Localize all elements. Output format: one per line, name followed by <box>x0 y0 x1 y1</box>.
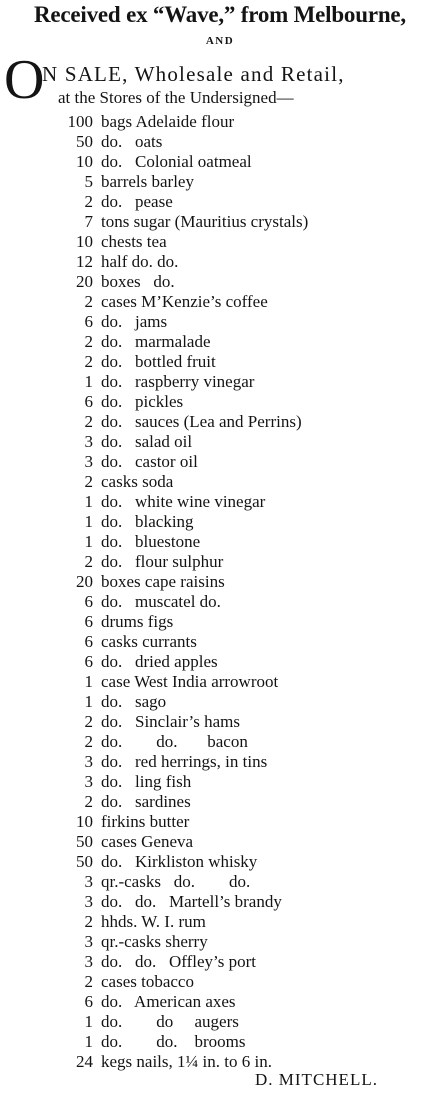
item-description: do. pickles <box>101 392 184 411</box>
item-quantity: 50 <box>76 832 93 851</box>
item-quantity: 2 <box>84 732 93 751</box>
item-description: do. sauces (Lea and Perrins) <box>101 412 302 431</box>
item-description: do. raspberry vinegar <box>101 372 255 391</box>
item-description: casks currants <box>101 632 197 651</box>
item-quantity: 24 <box>76 1052 93 1071</box>
item-description: do. do augers <box>101 1012 239 1031</box>
item-quantity: 1 <box>84 372 93 391</box>
item-description: do. jams <box>101 312 168 331</box>
item-description: bags Adelaide flour <box>101 112 235 131</box>
item-quantity: 6 <box>84 312 93 331</box>
item-quantity: 2 <box>84 352 93 371</box>
item-quantity: 2 <box>84 472 93 491</box>
item-quantity: 1 <box>84 492 93 511</box>
item-description: cases M’Kenzie’s coffee <box>101 292 268 311</box>
item-quantity: 2 <box>84 332 93 351</box>
item-description: do. do. Offley’s port <box>101 952 257 971</box>
item-description: do. sardines <box>101 792 191 811</box>
item-quantity: 3 <box>84 952 93 971</box>
item-description: do. salad oil <box>101 432 193 451</box>
item-description: boxes cape raisins <box>101 572 225 591</box>
item-description: do. flour sulphur <box>101 552 224 571</box>
item-quantity: 3 <box>84 772 93 791</box>
item-description: do. bluestone <box>101 532 201 551</box>
item-description: do. blacking <box>101 512 194 531</box>
item-description: cases Geneva <box>101 832 194 851</box>
item-quantity: 2 <box>84 792 93 811</box>
item-description: half do. do. <box>101 252 179 271</box>
item-quantity: 3 <box>84 752 93 771</box>
item-description: barrels barley <box>101 172 194 191</box>
item-description: firkins butter <box>101 812 190 831</box>
item-description: casks soda <box>101 472 174 491</box>
item-description: do. pease <box>101 192 173 211</box>
sale-subheading: at the Stores of the Undersigned— <box>58 88 294 107</box>
item-quantity: 2 <box>84 552 93 571</box>
item-quantity: 1 <box>84 692 93 711</box>
item-description: do. sago <box>101 692 167 711</box>
connector-word: AND <box>205 35 235 47</box>
item-quantity: 2 <box>84 292 93 311</box>
item-description: cases tobacco <box>101 972 194 991</box>
item-description: tons sugar (Mauritius crystals) <box>101 212 309 231</box>
sale-heading: N SALE, Wholesale and Retail, <box>42 62 345 86</box>
item-quantity: 2 <box>84 712 93 731</box>
headline: Received ex “Wave,” from Melbourne, <box>34 2 406 27</box>
item-description: drums figs <box>101 612 174 631</box>
item-description: do. do. bacon <box>101 732 248 751</box>
item-description: do. castor oil <box>101 452 198 471</box>
item-quantity: 3 <box>84 932 93 951</box>
item-description: hhds. W. I. rum <box>101 912 206 931</box>
item-quantity: 6 <box>84 592 93 611</box>
item-description: do. muscatel do. <box>101 592 221 611</box>
item-description: boxes do. <box>101 272 175 291</box>
item-description: do. marmalade <box>101 332 211 351</box>
item-description: do. white wine vinegar <box>101 492 266 511</box>
item-quantity: 1 <box>84 1012 93 1031</box>
merchant-signature: D. MITCHELL. <box>255 1070 378 1089</box>
item-quantity: 2 <box>84 912 93 931</box>
item-description: do. dried apples <box>101 652 218 671</box>
item-quantity: 10 <box>76 232 93 251</box>
item-description: case West India arrowroot <box>101 672 279 691</box>
item-quantity: 20 <box>76 272 93 291</box>
item-quantity: 1 <box>84 532 93 551</box>
item-description: chests tea <box>101 232 167 251</box>
item-description: do. bottled fruit <box>101 352 216 371</box>
item-quantity: 6 <box>84 392 93 411</box>
item-quantity: 3 <box>84 872 93 891</box>
item-description: do. Kirkliston whisky <box>101 852 258 871</box>
item-quantity: 12 <box>76 252 93 271</box>
item-quantity: 2 <box>84 192 93 211</box>
item-quantity: 20 <box>76 572 93 591</box>
item-quantity: 10 <box>76 812 93 831</box>
item-quantity: 50 <box>76 132 93 151</box>
item-quantity: 3 <box>84 432 93 451</box>
item-quantity: 2 <box>84 412 93 431</box>
item-quantity: 6 <box>84 632 93 651</box>
drop-cap: O <box>4 49 45 111</box>
item-description: do. oats <box>101 132 163 151</box>
item-description: kegs nails, 1¼ in. to 6 in. <box>101 1052 272 1071</box>
item-description: do. do. brooms <box>101 1032 246 1051</box>
item-quantity: 1 <box>84 512 93 531</box>
item-quantity: 100 <box>67 112 93 131</box>
item-quantity: 10 <box>76 152 93 171</box>
item-description: do. red herrings, in tins <box>101 752 268 771</box>
item-quantity: 50 <box>76 852 93 871</box>
item-quantity: 3 <box>84 452 93 471</box>
item-description: do. American axes <box>101 992 236 1011</box>
item-quantity: 1 <box>84 1032 93 1051</box>
item-description: qr.-casks sherry <box>101 932 208 951</box>
item-quantity: 6 <box>84 992 93 1011</box>
item-description: do. Colonial oatmeal <box>101 152 252 171</box>
item-description: qr.-casks do. do. <box>101 872 251 891</box>
item-quantity: 1 <box>84 672 93 691</box>
item-quantity: 2 <box>84 972 93 991</box>
item-quantity: 6 <box>84 612 93 631</box>
item-quantity: 5 <box>84 172 93 191</box>
item-description: do. do. Martell’s brandy <box>101 892 282 911</box>
item-quantity: 7 <box>84 212 93 231</box>
item-quantity: 6 <box>84 652 93 671</box>
item-description: do. Sinclair’s hams <box>101 712 240 731</box>
item-description: do. ling fish <box>101 772 192 791</box>
item-quantity: 3 <box>84 892 93 911</box>
